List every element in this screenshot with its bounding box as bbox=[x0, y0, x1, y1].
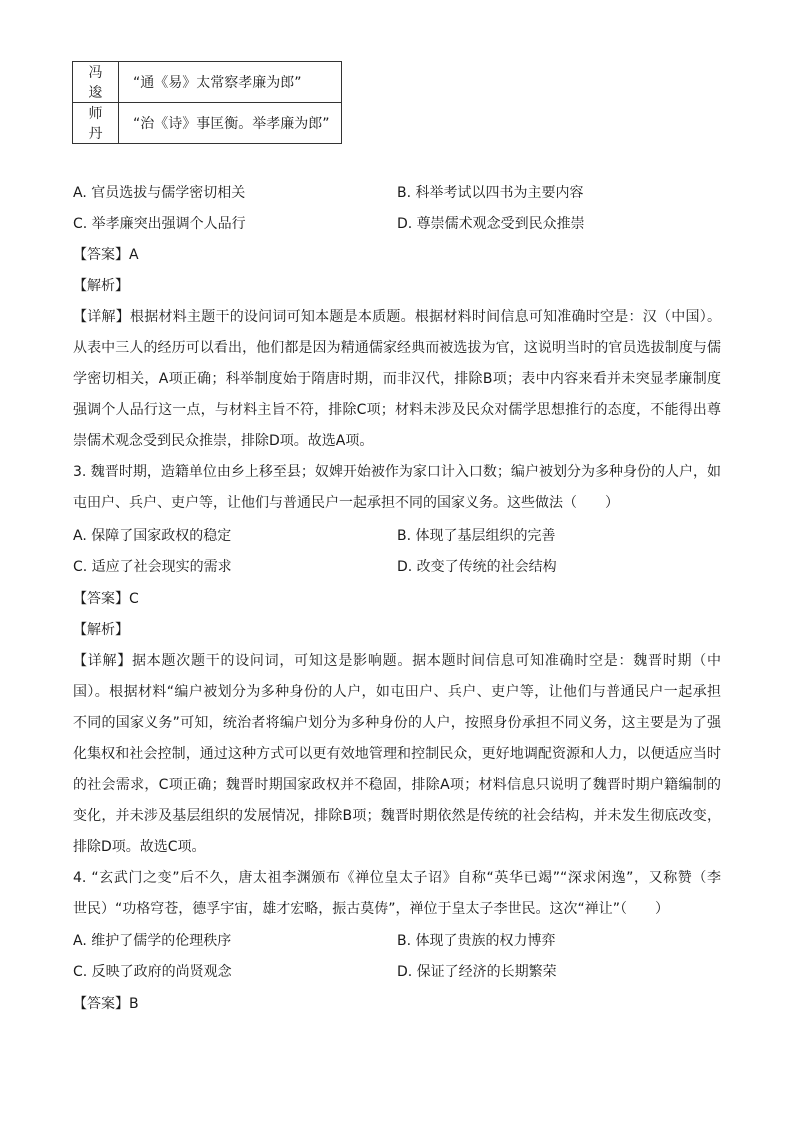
q3-detail-line: 【详解】据本题次题干的设问词，可知这是影响题。据本题时间信息可知准确时空是：魏晋时期（中 bbox=[73, 653, 721, 669]
q3-answer: 【答案】C bbox=[73, 591, 139, 607]
q2-detail-line: 崇儒术观念受到民众推崇，排除D项。故选A项。 bbox=[73, 433, 374, 449]
q4-stem-line: 世民）“功格穹苍，德孚宇宙，雄才宏略，振古莫俦”，禅位于皇太子李世民。这次“禅让”（ ） bbox=[73, 901, 670, 917]
q2-detail-line: 从表中三人的经历可以看出，他们都是因为精通儒家经典而被选拔为官，这说明当时的官员选拔制度与儒 bbox=[73, 340, 721, 356]
q3-detail-line: 的社会需求，C项正确；魏晋时期国家政权并不稳固，排除A项；材料信息只说明了魏晋时期户籍编制的 bbox=[73, 777, 721, 793]
q2-option-b: B. 科举考试以四书为主要内容 bbox=[397, 185, 584, 201]
q4-option-d: D. 保证了经济的长期繁荣 bbox=[397, 964, 557, 980]
q3-stem-line: 屯田户、兵户、吏户等，让他们与普通民户一起承担不同的国家义务。这些做法（ ） bbox=[73, 495, 619, 511]
q2-detail-line: 【详解】根据材料主题干的设问词可知本题是本质题。根据材料时间信息可知准确时空是：汉（中国）。 bbox=[73, 309, 721, 325]
q3-stem-line: 3. 魏晋时期，造籍单位由乡上移至县；奴婢开始被作为家口计入口数；编户被划分为多种身份的人户，如 bbox=[73, 464, 721, 480]
q2-answer: 【答案】A bbox=[73, 247, 139, 263]
q2-detail-line: 学密切相关，A项正确；科举制度始于隋唐时期，而非汉代，排除B项；表中内容来看并未突显孝廉制度 bbox=[73, 371, 721, 387]
q3-option-a: A. 保障了国家政权的稳定 bbox=[73, 528, 232, 544]
q3-detail-line: 国）。根据材料“编户被划分为多种身份的人户，如屯田户、兵户、吏户等，让他们与普通民户一起承担 bbox=[73, 684, 721, 700]
q2-option-a: A. 官员选拔与儒学密切相关 bbox=[73, 185, 246, 201]
q2-analysis-label: 【解析】 bbox=[73, 278, 129, 294]
source-table bbox=[72, 61, 342, 144]
q3-option-b: B. 体现了基层组织的完善 bbox=[397, 528, 556, 544]
table-row bbox=[73, 62, 342, 103]
q2-option-c: C. 举孝廉突出强调个人品行 bbox=[73, 216, 246, 232]
table-cell-quote: “通《易》太常察孝廉为郎” bbox=[119, 62, 342, 103]
table-cell-name: 师丹 bbox=[73, 103, 119, 144]
q2-detail-line: 强调个人品行这一点，与材料主旨不符，排除C项；材料未涉及民众对儒学思想推行的态度，不能得出尊 bbox=[73, 402, 721, 418]
q3-analysis-label: 【解析】 bbox=[73, 622, 129, 638]
q3-detail-line: 排除D项。故选C项。 bbox=[73, 839, 206, 855]
q3-detail-line: 不同的国家义务”可知，统治者将编户划分为多种身份的人户，按照身份承担不同义务，这主要是为了强 bbox=[73, 715, 721, 731]
q4-option-b: B. 体现了贵族的权力博弈 bbox=[397, 933, 556, 949]
q3-option-c: C. 适应了社会现实的需求 bbox=[73, 559, 232, 575]
q4-stem-line: 4. “玄武门之变”后不久，唐太祖李渊颁布《禅位皇太子诏》自称“英华已竭”“深求闲逸”，又称赞（李 bbox=[73, 870, 721, 886]
q3-detail-line: 变化，并未涉及基层组织的发展情况，排除B项；魏晋时期依然是传统的社会结构，并未发生彻底改变， bbox=[73, 808, 721, 824]
q4-option-c: C. 反映了政府的尚贤观念 bbox=[73, 964, 232, 980]
q3-option-d: D. 改变了传统的社会结构 bbox=[397, 559, 557, 575]
table-row bbox=[73, 103, 342, 144]
q4-option-a: A. 维护了儒学的伦理秩序 bbox=[73, 933, 232, 949]
table-cell-quote: “治《诗》事匡衡。举孝廉为郎” bbox=[119, 103, 342, 144]
q4-answer: 【答案】B bbox=[73, 996, 139, 1012]
table-cell-name: 冯逡 bbox=[73, 62, 119, 103]
q2-option-d: D. 尊崇儒术观念受到民众推崇 bbox=[397, 216, 585, 232]
q3-detail-line: 化集权和社会控制，通过这种方式可以更有效地管理和控制民众，更好地调配资源和人力，以便适应当时 bbox=[73, 746, 721, 762]
